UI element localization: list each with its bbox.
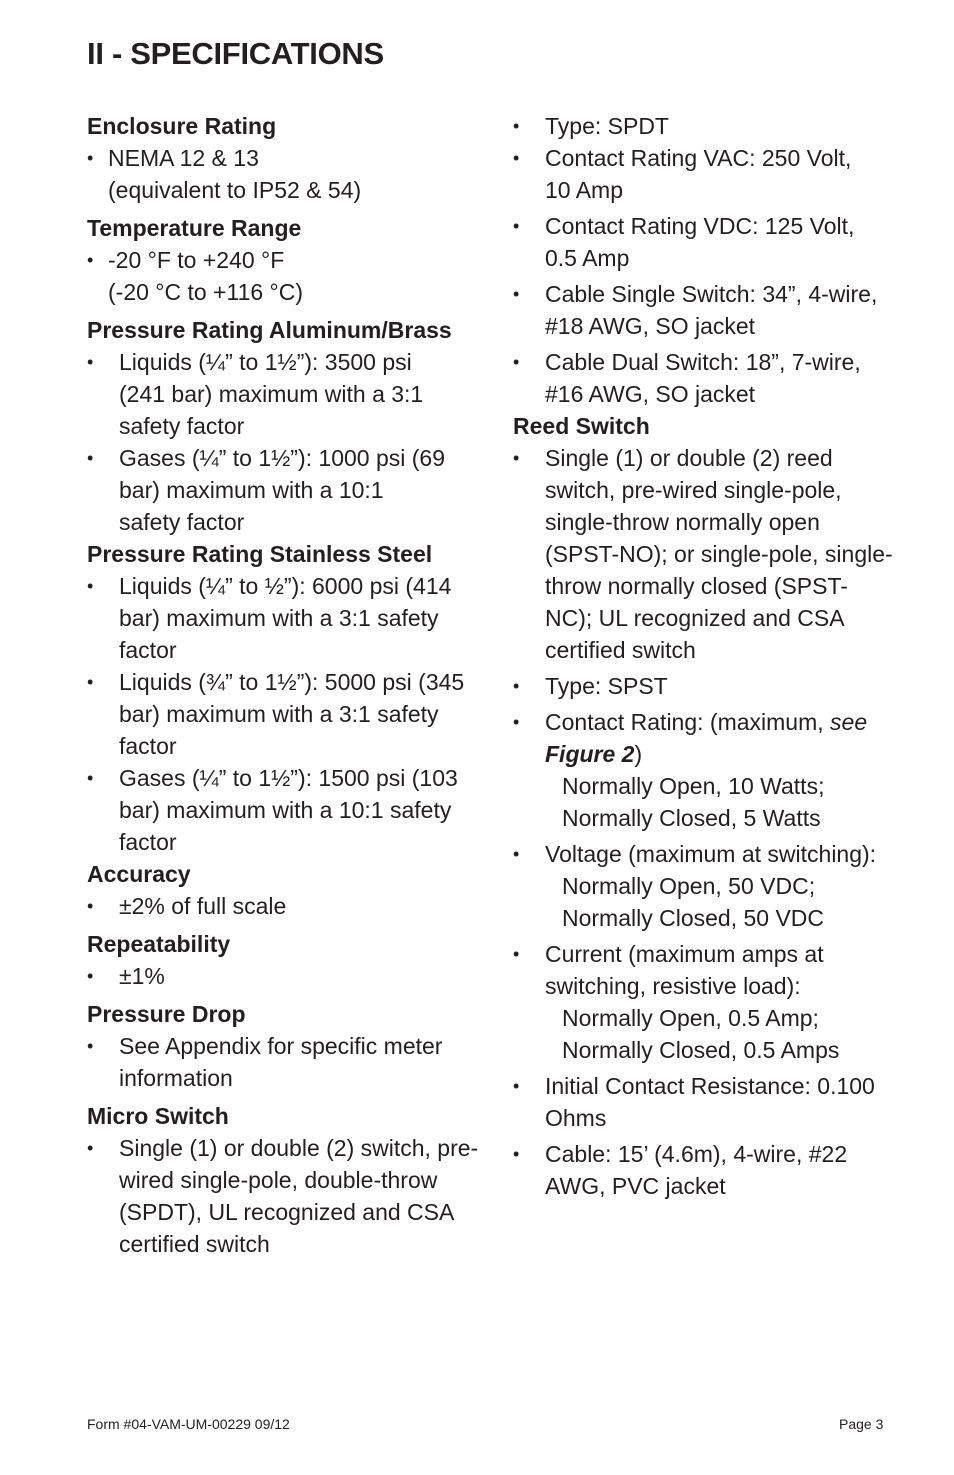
bullet: •	[87, 896, 94, 916]
bullet: •	[513, 676, 520, 696]
list-item-pressure-al-gases: • Gases (¼” to 1½”): 1000 psi (69 bar) maximum with a 10:1 safety factor	[87, 442, 449, 538]
bullet: •	[87, 966, 94, 986]
list-item-pressure-ss-liquids-1: • Liquids (¼” to ½”): 6000 psi (414 bar) maximum with a 3:1 safety factor	[87, 570, 484, 666]
list-item-current: • Current (maximum amps at switching, resistive load): Normally Open, 0.5 Amp; Normally Closed, 0.5 Amps	[513, 938, 865, 1066]
list-item-reed-type: • Type: SPST	[513, 670, 923, 702]
footer-form-number: Form #04-VAM-UM-00229 09/12	[87, 1416, 290, 1432]
list-item-pressure-drop: • See Appendix for specific meter information	[87, 1030, 474, 1094]
bullet: •	[513, 844, 520, 864]
bullet: •	[513, 352, 520, 372]
section-heading-temperature: Temperature Range	[87, 215, 302, 241]
bullet: •	[87, 352, 94, 372]
list-item-contact-vdc: • Contact Rating VDC: 125 Volt, 0.5 Amp	[513, 210, 875, 274]
section-heading-pressure-aluminum-brass: Pressure Rating Aluminum/Brass	[87, 317, 452, 343]
section-heading-reed-switch: Reed Switch	[513, 413, 650, 439]
bullet: •	[513, 1144, 520, 1164]
enclosure-line-1: NEMA 12 & 13	[108, 145, 259, 171]
section-heading-repeatability: Repeatability	[87, 931, 231, 957]
section-heading-accuracy: Accuracy	[87, 861, 191, 887]
list-item-repeatability: • ±1%	[87, 960, 487, 992]
enclosure-line-2: (equivalent to IP52 & 54)	[108, 177, 362, 203]
list-item-reed-description: • Single (1) or double (2) reed switch, pre-wired single-pole, single-throw normally open (SPST-NO); or single-pole, single-throw normally closed (SPST-NC); UL recognized and CSA certified switch	[513, 442, 895, 666]
list-item-contact-rating: • Contact Rating: (maximum, see Figure 2) Normally Open, 10 Watts; Normally Closed, 5 Watts	[513, 706, 895, 834]
page-title: II - SPECIFICATIONS	[87, 36, 384, 71]
bullet: •	[87, 1138, 94, 1158]
list-item-micro-type: • Type: SPDT	[513, 110, 923, 142]
bullet: •	[513, 284, 520, 304]
bullet: •	[87, 576, 94, 596]
bullet: •	[87, 250, 94, 270]
list-item-cable-dual: • Cable Dual Switch: 18”, 7-wire, #16 AWG, SO jacket	[513, 346, 880, 410]
section-heading-pressure-stainless: Pressure Rating Stainless Steel	[87, 541, 433, 567]
bullet: •	[513, 216, 520, 236]
list-item-reed-cable: • Cable: 15’ (4.6m), 4-wire, #22 AWG, PVC jacket	[513, 1138, 875, 1202]
list-item-resistance: • Initial Contact Resistance: 0.100 Ohms	[513, 1070, 900, 1134]
bullet: •	[87, 448, 94, 468]
list-item-pressure-ss-gases: • Gases (¼” to 1½”): 1500 psi (103 bar) maximum with a 10:1 safety factor	[87, 762, 489, 858]
bullet: •	[513, 712, 520, 732]
bullet: •	[513, 944, 520, 964]
list-item-accuracy: • ±2% of full scale	[87, 890, 487, 922]
see-text: see	[830, 709, 868, 735]
list-item-voltage: • Voltage (maximum at switching): Normally Open, 50 VDC; Normally Closed, 50 VDC	[513, 838, 923, 934]
temperature-line-1: -20 °F to +240 °F	[108, 247, 285, 273]
bullet: •	[87, 768, 94, 788]
figure-2-link[interactable]: Figure 2	[545, 741, 635, 767]
list-item-pressure-al-liquids: • Liquids (¼” to 1½”): 3500 psi (241 bar) maximum with a 3:1 safety factor	[87, 346, 449, 442]
list-item-enclosure	[87, 142, 487, 206]
temperature-line-2: (-20 °C to +116 °C)	[108, 279, 304, 305]
bullet: •	[87, 148, 94, 168]
section-heading-pressure-drop: Pressure Drop	[87, 1001, 246, 1027]
section-heading-micro-switch: Micro Switch	[87, 1103, 229, 1129]
list-item-contact-vac: • Contact Rating VAC: 250 Volt, 10 Amp	[513, 142, 875, 206]
list-item-cable-single: • Cable Single Switch: 34”, 4-wire, #18 AWG, SO jacket	[513, 278, 900, 342]
list-item-micro-switch: • Single (1) or double (2) switch, pre-wired single-pole, double-throw (SPDT), UL recognized and CSA certified switch	[87, 1132, 489, 1260]
left-column	[87, 110, 487, 1260]
bullet: •	[87, 672, 94, 692]
list-item-temperature	[87, 244, 487, 308]
bullet: •	[513, 116, 520, 136]
list-item-pressure-ss-liquids-2: • Liquids (¾” to 1½”): 5000 psi (345 bar) maximum with a 3:1 safety factor	[87, 666, 489, 762]
right-column	[513, 110, 923, 1202]
bullet: •	[87, 1036, 94, 1056]
footer-page-number: Page 3	[839, 1416, 884, 1432]
bullet: •	[513, 148, 520, 168]
bullet: •	[513, 1076, 520, 1096]
bullet: •	[513, 448, 520, 468]
section-heading-enclosure: Enclosure Rating	[87, 113, 277, 139]
